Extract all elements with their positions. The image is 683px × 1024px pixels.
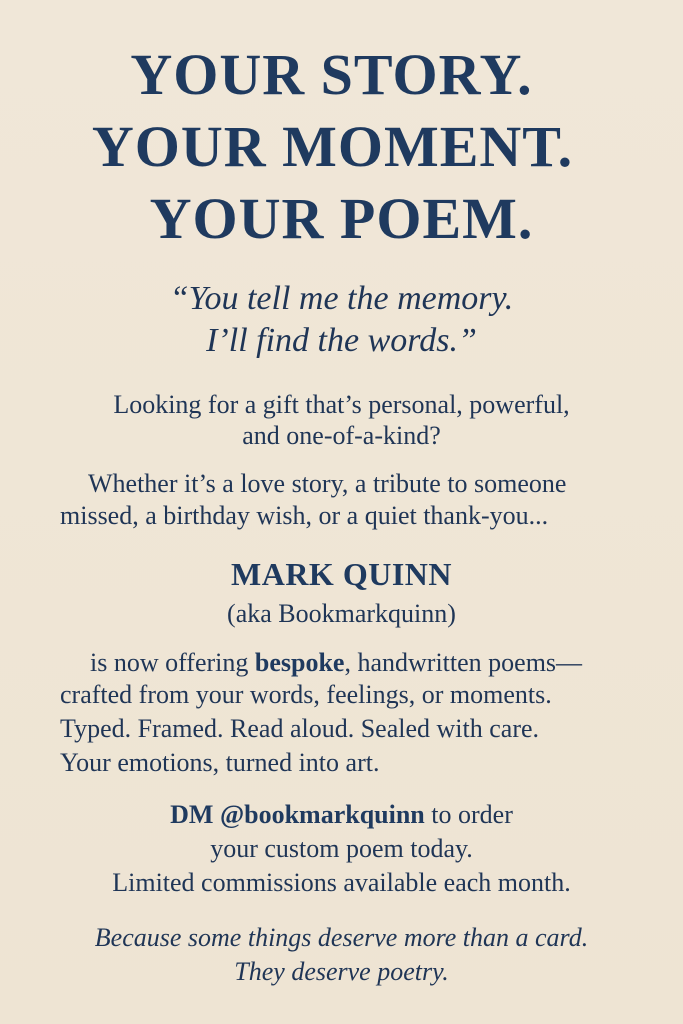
intro-line-2: and one-of-a-kind?	[242, 421, 441, 450]
intro-line-3: Whether it’s a love story, a tribute to someone	[88, 469, 567, 498]
quote-line-1: “You tell me the memory.	[169, 280, 514, 317]
offer-line-4: Your emotions, turned into art.	[60, 748, 380, 777]
offer-line-1	[90, 650, 582, 676]
cta-line-1-post: to order	[424, 800, 513, 829]
cta-line-3: Limited commissions available each month.	[112, 868, 571, 897]
author-name: MARK QUINN	[231, 556, 452, 592]
cta-handle: DM @bookmarkquinn	[170, 800, 425, 829]
offer-line-1-pre: is now offering	[90, 648, 255, 677]
author-aka: (aka Bookmarkquinn)	[227, 599, 456, 628]
offer-line-3: Typed. Framed. Read aloud. Sealed with care.	[60, 714, 540, 743]
headline-line-1: YOUR STORY.	[130, 42, 533, 107]
headline-line-3: YOUR POEM.	[149, 186, 534, 251]
offer-line-1-post: , handwritten poems—	[344, 648, 583, 677]
intro-line-1: Looking for a gift that’s personal, powerful,	[113, 390, 570, 419]
intro-line-4: missed, a birthday wish, or a quiet thank-you...	[60, 501, 549, 530]
offer-bespoke: bespoke	[254, 648, 345, 677]
headline-line-2: YOUR MOMENT.	[91, 114, 574, 179]
quote-line-2: I’ll find the words.”	[206, 322, 477, 359]
closing-line-2: They deserve poetry.	[234, 957, 449, 986]
closing-line-1: Because some things deserve more than a card.	[94, 923, 589, 952]
cta-line-2: your custom poem today.	[210, 834, 473, 863]
offer-line-2: crafted from your words, feelings, or moments.	[60, 680, 552, 709]
cta-line-1	[0, 802, 683, 828]
